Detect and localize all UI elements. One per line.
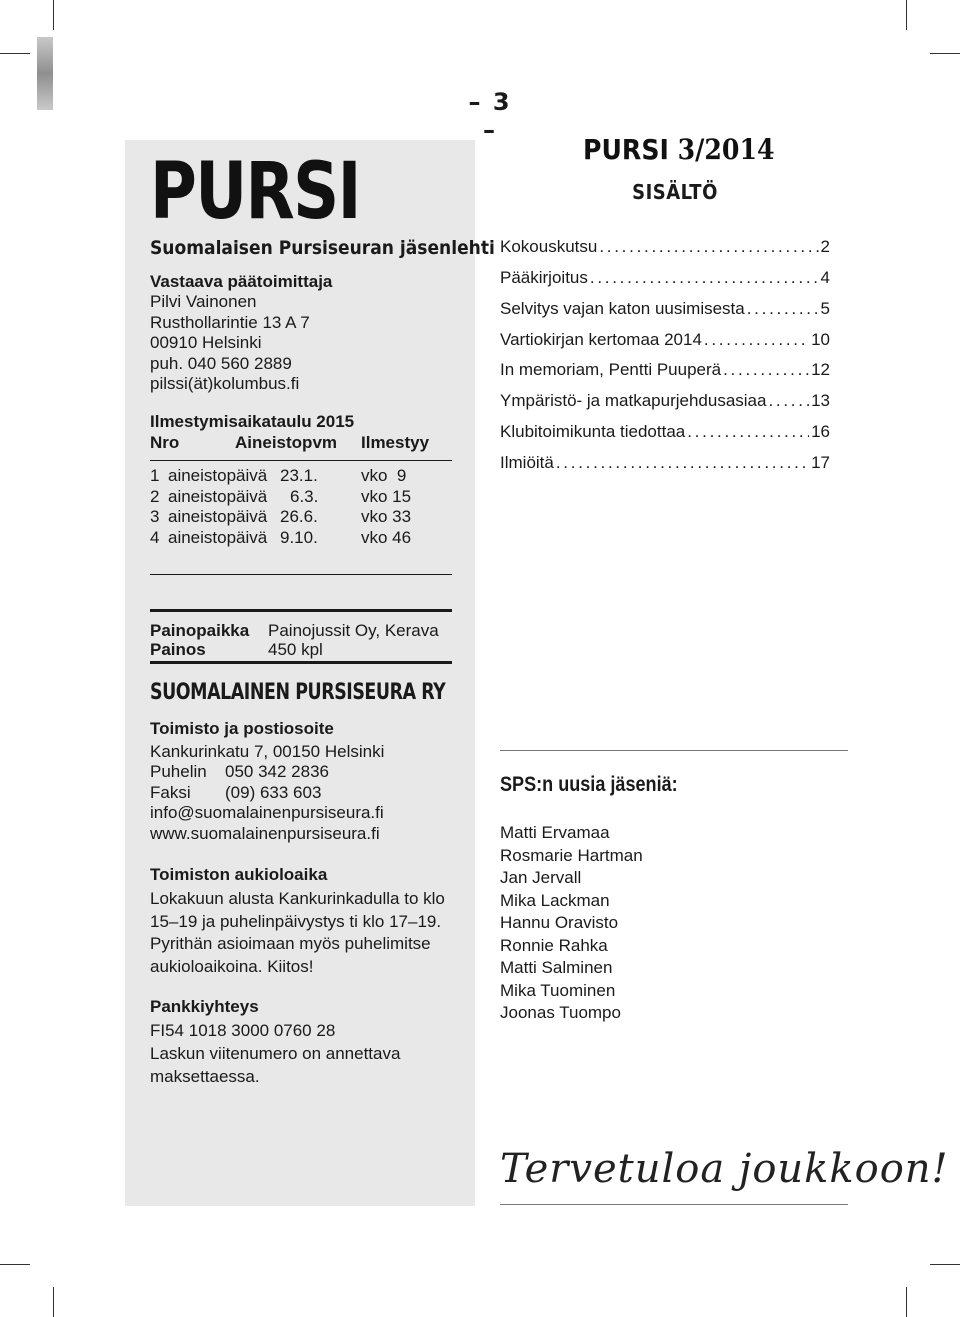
members-rule-bottom [500,1204,848,1205]
toc-item[interactable] [500,390,830,412]
schedule-issue: vko 46 [361,527,412,547]
crop-mark [53,0,54,30]
toc-item[interactable] [500,298,830,320]
toc-item[interactable] [500,421,830,443]
toc-title: Selvitys vajan katon uusimisesta [500,299,745,318]
crop-mark [930,1264,960,1265]
members-rule-top [500,750,848,751]
office-website: www.suomalainenpursiseura.fi [150,823,380,843]
print-edition-label: Painos [150,639,206,659]
toc-item[interactable] [500,236,830,258]
bank-note: Laskun viitenumero on annettava [150,1044,401,1063]
contents-heading: SISÄLTÖ [632,180,718,204]
office-address: Kankurinkatu 7, 00150 Helsinki [150,741,385,761]
toc-title: Vartiokirjan kertomaa 2014 [500,330,702,349]
toc-page: 13 [811,391,830,410]
office-heading: Toimisto ja postiosoite [150,719,334,738]
toc-leader [768,390,809,412]
hours-heading: Toimiston aukioloaika [150,865,328,884]
toc-page: 17 [811,453,830,472]
welcome-text: Tervetuloa joukkoon! [500,1146,949,1192]
masthead-subtitle: Suomalaisen Pursiseuran jäsenlehti [150,237,495,259]
toc-title: Pääkirjoitus [500,268,588,287]
crop-mark [930,53,960,54]
schedule-label: aineistopäivä [168,486,268,506]
member-name: Matti Ervamaa [500,823,610,842]
schedule-issue: vko 9 [361,466,407,485]
schedule-nro: 4 [150,527,160,547]
toc-page: 16 [811,422,830,441]
schedule-heading: Ilmestymisaikataulu 2015 [150,412,355,431]
member-name: Matti Salminen [500,958,613,977]
toc-item[interactable] [500,359,830,381]
print-rule-bottom [150,661,452,664]
schedule-label: aineistopäivä [168,507,268,526]
toc-title: Ympäristö- ja matkapurjehdusasiaa [500,391,767,410]
toc-item[interactable] [500,329,830,351]
editor-name: Pilvi Vainonen [150,292,257,311]
issue-brand: PURSI [583,133,669,166]
editor-email: pilssi(ät)kolumbus.fi [150,374,300,393]
office-fax: (09) 633 603 [225,782,322,802]
schedule-issue: vko 33 [361,507,412,526]
schedule-row [150,487,450,508]
schedule-label: aineistopäivä [168,527,268,547]
section-divider [150,574,452,575]
toc-title: Ilmiöitä [500,453,554,472]
editor-postcode: 00910 Helsinki [150,333,262,352]
schedule-date: 23.1. [280,466,318,485]
schedule-nro: 2 [150,486,160,506]
schedule-row [150,528,450,549]
member-name: Joonas Tuompo [500,1003,621,1022]
member-name: Ronnie Rahka [500,935,608,955]
editor-phone: puh. 040 560 2889 [150,353,292,373]
member-name: Rosmarie Hartman [500,845,643,865]
toc-leader [556,452,809,474]
office-phone-label: Puhelin [150,762,207,781]
crop-mark [53,1287,54,1317]
page-number: – 3 – [468,88,512,144]
bank-note: maksettaessa. [150,1066,260,1086]
print-rule-top [150,609,452,612]
toc-title: In memoriam, Pentti Puuperä [500,360,722,379]
schedule-row [150,466,450,487]
schedule-date: 9.10. [280,527,318,547]
crop-mark [0,53,30,54]
schedule-nro: 3 [150,507,160,526]
issue-title [583,133,775,166]
toc-page: 4 [820,268,830,287]
print-place-value: Painojussit Oy, Kerava [268,621,439,640]
schedule-label: aineistopäivä [168,466,268,485]
editor-street: Rusthollarintie 13 A 7 [150,312,310,332]
schedule-nro: 1 [150,466,160,485]
print-edition-value: 450 kpl [268,639,323,659]
schedule-date: 26.6. [280,507,318,526]
toc-leader [723,359,809,381]
crop-mark [906,0,907,30]
issue-number: 3/2014 [677,133,775,166]
toc-page: 10 [811,330,830,349]
hours-line: Pyrithän asioimaan myös puhelimitse [150,934,431,953]
org-name: SUOMALAINEN PURSISEURA RY [150,680,446,705]
hours-line: 15–19 ja puhelinpäivystys ti klo 17–19. [150,911,442,931]
hours-line: Lokakuun alusta Kankurinkadulla to klo [150,889,445,908]
bank-iban: FI54 1018 3000 0760 28 [150,1021,336,1040]
toc-item[interactable] [500,267,830,289]
member-name: Jan Jervall [500,868,582,887]
toc-title: Kokouskutsu [500,237,598,256]
crop-mark [0,1264,30,1265]
schedule-row [150,507,450,528]
member-name: Hannu Oravisto [500,913,619,932]
color-bar [37,37,53,110]
toc-item[interactable] [500,452,830,474]
crop-mark [906,1287,907,1317]
schedule-divider [150,460,452,461]
schedule-date: 6.3. [290,486,319,506]
toc-leader [599,236,818,258]
toc-page: 12 [811,360,830,379]
office-email: info@suomalainenpursiseura.fi [150,803,384,822]
toc-leader [747,298,819,320]
magazine-logo: PURSI [150,147,360,237]
member-name: Mika Tuominen [500,980,616,1000]
toc-leader [590,267,819,289]
print-place-label: Painopaikka [150,621,250,640]
schedule-issue: vko 15 [361,486,412,506]
hours-line: aukioloaikoina. Kiitos! [150,956,314,976]
office-fax-label: Faksi [150,782,191,802]
editor-heading: Vastaava päätoimittaja [150,272,333,291]
new-members-heading: SPS:n uusia jäseniä: [500,773,678,796]
member-name: Mika Lackman [500,890,610,910]
schedule-col-date: Aineistopvm [235,432,338,452]
schedule-col-nro: Nro [150,432,180,452]
toc-title: Klubitoimikunta tiedottaa [500,422,686,441]
schedule-col-issue: Ilmestyy [361,432,430,452]
toc-page: 2 [820,237,830,256]
office-phone: 050 342 2836 [225,762,329,781]
toc-page: 5 [820,299,830,318]
toc-leader [704,329,809,351]
schedule-header-row [150,433,450,454]
toc-leader [687,421,809,443]
bank-heading: Pankkiyhteys [150,997,259,1016]
